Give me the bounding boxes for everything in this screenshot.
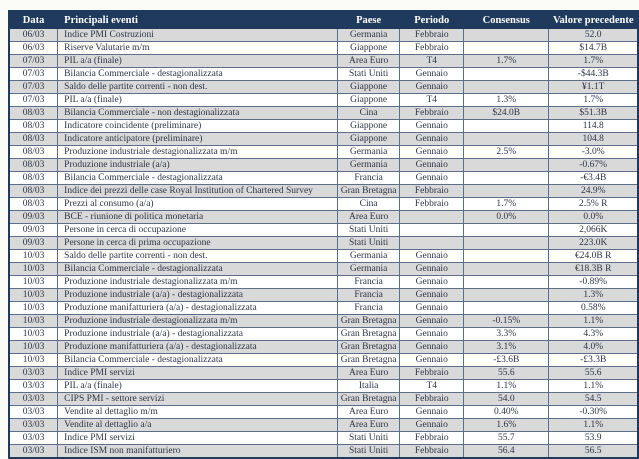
table-row bbox=[9, 315, 638, 328]
cell-valore_precedente: 54.5 bbox=[549, 393, 638, 406]
cell-periodo: Febbraio bbox=[400, 393, 464, 406]
cell-data: 08/03 bbox=[9, 120, 58, 133]
cell-data: 10/03 bbox=[9, 302, 58, 315]
cell-evento: PIL a/a (finale) bbox=[58, 55, 338, 68]
cell-paese: Area Euro bbox=[337, 55, 400, 68]
cell-periodo: Gennaio bbox=[400, 146, 464, 159]
cell-evento: PIL a/a (finale) bbox=[58, 380, 338, 393]
table-row bbox=[9, 328, 638, 341]
table-row bbox=[9, 432, 638, 445]
table-row bbox=[9, 29, 638, 42]
cell-periodo: Gennaio bbox=[400, 354, 464, 367]
column-header-paese: Paese bbox=[337, 11, 400, 29]
cell-valore_precedente: -0.67% bbox=[549, 159, 638, 172]
cell-periodo: Febbraio bbox=[400, 432, 464, 445]
cell-consensus bbox=[464, 120, 549, 133]
cell-paese: Giappone bbox=[337, 81, 400, 94]
cell-paese: Gran Bretagna bbox=[337, 393, 400, 406]
cell-periodo: Febbraio bbox=[400, 367, 464, 380]
cell-consensus bbox=[464, 172, 549, 185]
cell-valore_precedente: 56.5 bbox=[549, 445, 638, 459]
cell-valore_precedente: 4.3% bbox=[549, 328, 638, 341]
cell-paese: Francia bbox=[337, 302, 400, 315]
cell-paese: Area Euro bbox=[337, 419, 400, 432]
cell-periodo: T4 bbox=[400, 380, 464, 393]
cell-consensus bbox=[464, 302, 549, 315]
cell-periodo: Febbraio bbox=[400, 445, 464, 459]
cell-consensus: 1.7% bbox=[464, 198, 549, 211]
cell-paese: Area Euro bbox=[337, 211, 400, 224]
cell-data: 09/03 bbox=[9, 211, 58, 224]
cell-paese: Gran Bretagna bbox=[337, 354, 400, 367]
cell-consensus: 1.1% bbox=[464, 380, 549, 393]
cell-consensus bbox=[464, 42, 549, 55]
cell-data: 03/03 bbox=[9, 445, 58, 459]
cell-evento: Indice dei prezzi delle case Royal Institution of Chartered Survey bbox=[58, 185, 338, 198]
cell-valore_precedente: 1.3% bbox=[549, 289, 638, 302]
cell-data: 03/03 bbox=[9, 393, 58, 406]
cell-data: 10/03 bbox=[9, 263, 58, 276]
cell-valore_precedente: $14.7B bbox=[549, 42, 638, 55]
cell-data: 10/03 bbox=[9, 354, 58, 367]
cell-data: 08/03 bbox=[9, 159, 58, 172]
cell-consensus bbox=[464, 68, 549, 81]
cell-evento: Produzione industriale destagionalizzata m/m bbox=[58, 146, 338, 159]
cell-valore_precedente: 4.0% bbox=[549, 341, 638, 354]
table-row bbox=[9, 445, 638, 459]
cell-data: 10/03 bbox=[9, 289, 58, 302]
cell-evento: Indice PMI servizi bbox=[58, 432, 338, 445]
table-row bbox=[9, 263, 638, 276]
cell-periodo: Gennaio bbox=[400, 172, 464, 185]
cell-data: 10/03 bbox=[9, 250, 58, 263]
cell-periodo: Gennaio bbox=[400, 419, 464, 432]
cell-periodo: Gennaio bbox=[400, 328, 464, 341]
cell-evento: BCE - riunione di politica monetaria bbox=[58, 211, 338, 224]
cell-valore_precedente: 104.8 bbox=[549, 133, 638, 146]
cell-evento: Saldo delle partite correnti - non dest. bbox=[58, 81, 338, 94]
table-row bbox=[9, 185, 638, 198]
cell-consensus bbox=[464, 276, 549, 289]
cell-consensus: -£3.6B bbox=[464, 354, 549, 367]
cell-periodo: Febbraio bbox=[400, 198, 464, 211]
table-row bbox=[9, 367, 638, 380]
cell-periodo: Febbraio bbox=[400, 29, 464, 42]
cell-paese: Stati Uniti bbox=[337, 68, 400, 81]
cell-periodo: Gennaio bbox=[400, 315, 464, 328]
cell-valore_precedente: 1.1% bbox=[549, 419, 638, 432]
cell-evento: Saldo delle partite correnti - non dest. bbox=[58, 250, 338, 263]
cell-consensus bbox=[464, 250, 549, 263]
cell-evento: Indicatore coincidente (preliminare) bbox=[58, 120, 338, 133]
cell-evento: Persone in cerca di prima occupazione bbox=[58, 237, 338, 250]
cell-paese: Stati Uniti bbox=[337, 445, 400, 459]
cell-consensus: 55.7 bbox=[464, 432, 549, 445]
cell-valore_precedente: $51.3B bbox=[549, 107, 638, 120]
cell-evento: CIPS PMI - settore servizi bbox=[58, 393, 338, 406]
cell-valore_precedente: 1.7% bbox=[549, 55, 638, 68]
cell-consensus: 0.0% bbox=[464, 211, 549, 224]
table-row bbox=[9, 250, 638, 263]
cell-periodo bbox=[400, 224, 464, 237]
cell-data: 07/03 bbox=[9, 68, 58, 81]
table-row bbox=[9, 42, 638, 55]
table-row bbox=[9, 302, 638, 315]
cell-evento: Produzione industriale (a/a) - destagionalizzata bbox=[58, 289, 338, 302]
cell-consensus: 1.3% bbox=[464, 94, 549, 107]
cell-data: 10/03 bbox=[9, 276, 58, 289]
cell-consensus: 3.3% bbox=[464, 328, 549, 341]
cell-valore_precedente: 53.9 bbox=[549, 432, 638, 445]
cell-valore_precedente: 1.7% bbox=[549, 94, 638, 107]
table-row bbox=[9, 55, 638, 68]
cell-paese: Giappone bbox=[337, 120, 400, 133]
cell-consensus: 1.6% bbox=[464, 419, 549, 432]
cell-paese: Cina bbox=[337, 198, 400, 211]
cell-evento: Riserve Valutarie m/m bbox=[58, 42, 338, 55]
cell-data: 06/03 bbox=[9, 29, 58, 42]
cell-data: 03/03 bbox=[9, 432, 58, 445]
cell-valore_precedente: -$44.3B bbox=[549, 68, 638, 81]
cell-periodo: Gennaio bbox=[400, 276, 464, 289]
cell-evento: Produzione manifatturiera (a/a) - destagionalizzata bbox=[58, 341, 338, 354]
cell-consensus bbox=[464, 29, 549, 42]
table-body bbox=[9, 29, 638, 459]
cell-data: 06/03 bbox=[9, 42, 58, 55]
cell-periodo: Febbraio bbox=[400, 185, 464, 198]
table-row bbox=[9, 380, 638, 393]
cell-data: 09/03 bbox=[9, 224, 58, 237]
cell-periodo: Gennaio bbox=[400, 263, 464, 276]
cell-evento: Bilancia Commerciale - destagionalizzata bbox=[58, 354, 338, 367]
cell-consensus: 1.7% bbox=[464, 55, 549, 68]
cell-consensus bbox=[464, 81, 549, 94]
cell-periodo bbox=[400, 237, 464, 250]
header-row bbox=[9, 11, 638, 29]
cell-paese: Germania bbox=[337, 29, 400, 42]
cell-valore_precedente: €18.3B R bbox=[549, 263, 638, 276]
table-row bbox=[9, 159, 638, 172]
cell-data: 03/03 bbox=[9, 419, 58, 432]
cell-periodo bbox=[400, 211, 464, 224]
cell-evento: Produzione industriale (a/a) bbox=[58, 159, 338, 172]
cell-periodo: Gennaio bbox=[400, 81, 464, 94]
column-header-valore-precedente: Valore precedente bbox=[549, 11, 638, 29]
cell-evento: Bilancia Commerciale - non destagionalizzata bbox=[58, 107, 338, 120]
column-header-periodo: Periodo bbox=[400, 11, 464, 29]
cell-periodo: Febbraio bbox=[400, 42, 464, 55]
table-row bbox=[9, 146, 638, 159]
cell-paese: Germania bbox=[337, 146, 400, 159]
cell-periodo: Febbraio bbox=[400, 107, 464, 120]
table-row bbox=[9, 354, 638, 367]
cell-paese: Stati Uniti bbox=[337, 432, 400, 445]
cell-evento: Produzione manifatturiera (a/a) - destagionalizzata bbox=[58, 302, 338, 315]
cell-valore_precedente: -0.30% bbox=[549, 406, 638, 419]
cell-consensus bbox=[464, 224, 549, 237]
table-row bbox=[9, 133, 638, 146]
cell-data: 07/03 bbox=[9, 94, 58, 107]
cell-periodo: Gennaio bbox=[400, 302, 464, 315]
cell-data: 07/03 bbox=[9, 55, 58, 68]
cell-paese: Stati Uniti bbox=[337, 224, 400, 237]
cell-valore_precedente: -€3.4B bbox=[549, 172, 638, 185]
cell-evento: Produzione industriale destagionalizzata m/m bbox=[58, 276, 338, 289]
cell-valore_precedente: 0.58% bbox=[549, 302, 638, 315]
cell-evento: Vendite al dettaglio m/m bbox=[58, 406, 338, 419]
table-row bbox=[9, 393, 638, 406]
cell-paese: Germania bbox=[337, 159, 400, 172]
cell-consensus bbox=[464, 133, 549, 146]
cell-data: 08/03 bbox=[9, 185, 58, 198]
table-row bbox=[9, 224, 638, 237]
cell-paese: Francia bbox=[337, 276, 400, 289]
cell-consensus: 56.4 bbox=[464, 445, 549, 459]
cell-paese: Gran Bretagna bbox=[337, 315, 400, 328]
table-row bbox=[9, 419, 638, 432]
table-row bbox=[9, 172, 638, 185]
column-header-data: Data bbox=[9, 11, 58, 29]
cell-paese: Francia bbox=[337, 172, 400, 185]
cell-valore_precedente: 1.1% bbox=[549, 380, 638, 393]
cell-consensus: -0.15% bbox=[464, 315, 549, 328]
cell-consensus: 54.0 bbox=[464, 393, 549, 406]
table-row bbox=[9, 120, 638, 133]
cell-consensus: 0.40% bbox=[464, 406, 549, 419]
cell-paese: Gran Bretagna bbox=[337, 341, 400, 354]
cell-valore_precedente: 0.0% bbox=[549, 211, 638, 224]
cell-paese: Germania bbox=[337, 263, 400, 276]
cell-data: 07/03 bbox=[9, 81, 58, 94]
cell-consensus bbox=[464, 237, 549, 250]
cell-paese: Giappone bbox=[337, 94, 400, 107]
cell-periodo: Gennaio bbox=[400, 341, 464, 354]
cell-paese: Cina bbox=[337, 107, 400, 120]
cell-paese: Area Euro bbox=[337, 406, 400, 419]
cell-consensus bbox=[464, 289, 549, 302]
cell-data: 03/03 bbox=[9, 380, 58, 393]
column-header-principali-eventi: Principali eventi bbox=[58, 11, 338, 29]
cell-valore_precedente: 223.0K bbox=[549, 237, 638, 250]
cell-valore_precedente: -3.0% bbox=[549, 146, 638, 159]
cell-periodo: Gennaio bbox=[400, 68, 464, 81]
table-row bbox=[9, 289, 638, 302]
cell-data: 08/03 bbox=[9, 133, 58, 146]
cell-consensus: 3.1% bbox=[464, 341, 549, 354]
cell-valore_precedente: 2,066K bbox=[549, 224, 638, 237]
cell-data: 08/03 bbox=[9, 107, 58, 120]
cell-valore_precedente: 2.5% R bbox=[549, 198, 638, 211]
cell-periodo: Gennaio bbox=[400, 133, 464, 146]
cell-data: 03/03 bbox=[9, 406, 58, 419]
table-row bbox=[9, 68, 638, 81]
table-row bbox=[9, 406, 638, 419]
cell-evento: Indicatore anticipatore (preliminare) bbox=[58, 133, 338, 146]
cell-valore_precedente: 55.6 bbox=[549, 367, 638, 380]
column-header-consensus: Consensus bbox=[464, 11, 549, 29]
cell-paese: Giappone bbox=[337, 133, 400, 146]
cell-evento: Persone in cerca di occupazione bbox=[58, 224, 338, 237]
cell-data: 09/03 bbox=[9, 237, 58, 250]
cell-paese: Germania bbox=[337, 250, 400, 263]
cell-paese: Gran Bretagna bbox=[337, 328, 400, 341]
cell-consensus bbox=[464, 159, 549, 172]
cell-evento: Produzione industriale (a/a) - destagionalizzata bbox=[58, 328, 338, 341]
cell-valore_precedente: 114.8 bbox=[549, 120, 638, 133]
cell-evento: Produzione industriale destagionalizzata m/m bbox=[58, 315, 338, 328]
cell-valore_precedente: 24.9% bbox=[549, 185, 638, 198]
economic-events-table bbox=[8, 10, 639, 459]
cell-consensus: 55.6 bbox=[464, 367, 549, 380]
cell-data: 08/03 bbox=[9, 198, 58, 211]
table-row bbox=[9, 276, 638, 289]
cell-evento: Bilancia Commerciale - destagionalizzata bbox=[58, 68, 338, 81]
cell-valore_precedente: 1.1% bbox=[549, 315, 638, 328]
cell-paese: Giappone bbox=[337, 42, 400, 55]
cell-data: 10/03 bbox=[9, 315, 58, 328]
table-row bbox=[9, 237, 638, 250]
cell-valore_precedente: -£3.3B bbox=[549, 354, 638, 367]
cell-periodo: T4 bbox=[400, 55, 464, 68]
cell-data: 10/03 bbox=[9, 328, 58, 341]
cell-data: 03/03 bbox=[9, 367, 58, 380]
cell-evento: Indice PMI servizi bbox=[58, 367, 338, 380]
cell-consensus bbox=[464, 185, 549, 198]
cell-paese: Stati Uniti bbox=[337, 237, 400, 250]
cell-data: 08/03 bbox=[9, 172, 58, 185]
cell-periodo: Gennaio bbox=[400, 250, 464, 263]
cell-evento: PIL a/a (finale) bbox=[58, 94, 338, 107]
table-row bbox=[9, 341, 638, 354]
cell-valore_precedente: €24.0B R bbox=[549, 250, 638, 263]
cell-evento: Indice ISM non manifatturiero bbox=[58, 445, 338, 459]
cell-consensus: 2.5% bbox=[464, 146, 549, 159]
cell-periodo: Gennaio bbox=[400, 406, 464, 419]
cell-data: 10/03 bbox=[9, 341, 58, 354]
cell-valore_precedente: ¥1.1T bbox=[549, 81, 638, 94]
cell-evento: Vendite al dettaglio a/a bbox=[58, 419, 338, 432]
cell-periodo: Gennaio bbox=[400, 289, 464, 302]
cell-periodo: Gennaio bbox=[400, 120, 464, 133]
cell-valore_precedente: 52.0 bbox=[549, 29, 638, 42]
cell-consensus bbox=[464, 263, 549, 276]
cell-periodo: T4 bbox=[400, 94, 464, 107]
table-row bbox=[9, 198, 638, 211]
cell-evento: Indice PMI Costruzioni bbox=[58, 29, 338, 42]
cell-evento: Bilancia Commerciale - destagionalizzata bbox=[58, 263, 338, 276]
cell-paese: Italia bbox=[337, 380, 400, 393]
cell-periodo: Gennaio bbox=[400, 159, 464, 172]
cell-evento: Prezzi al consumo (a/a) bbox=[58, 198, 338, 211]
table-row bbox=[9, 94, 638, 107]
cell-valore_precedente: -0.89% bbox=[549, 276, 638, 289]
cell-paese: Gran Bretagna bbox=[337, 185, 400, 198]
cell-consensus: $24.0B bbox=[464, 107, 549, 120]
table-row bbox=[9, 81, 638, 94]
table-row bbox=[9, 107, 638, 120]
cell-paese: Francia bbox=[337, 289, 400, 302]
cell-paese: Area Euro bbox=[337, 367, 400, 380]
table-row bbox=[9, 211, 638, 224]
cell-evento: Bilancia Commerciale - destagionalizzata bbox=[58, 172, 338, 185]
cell-data: 08/03 bbox=[9, 146, 58, 159]
